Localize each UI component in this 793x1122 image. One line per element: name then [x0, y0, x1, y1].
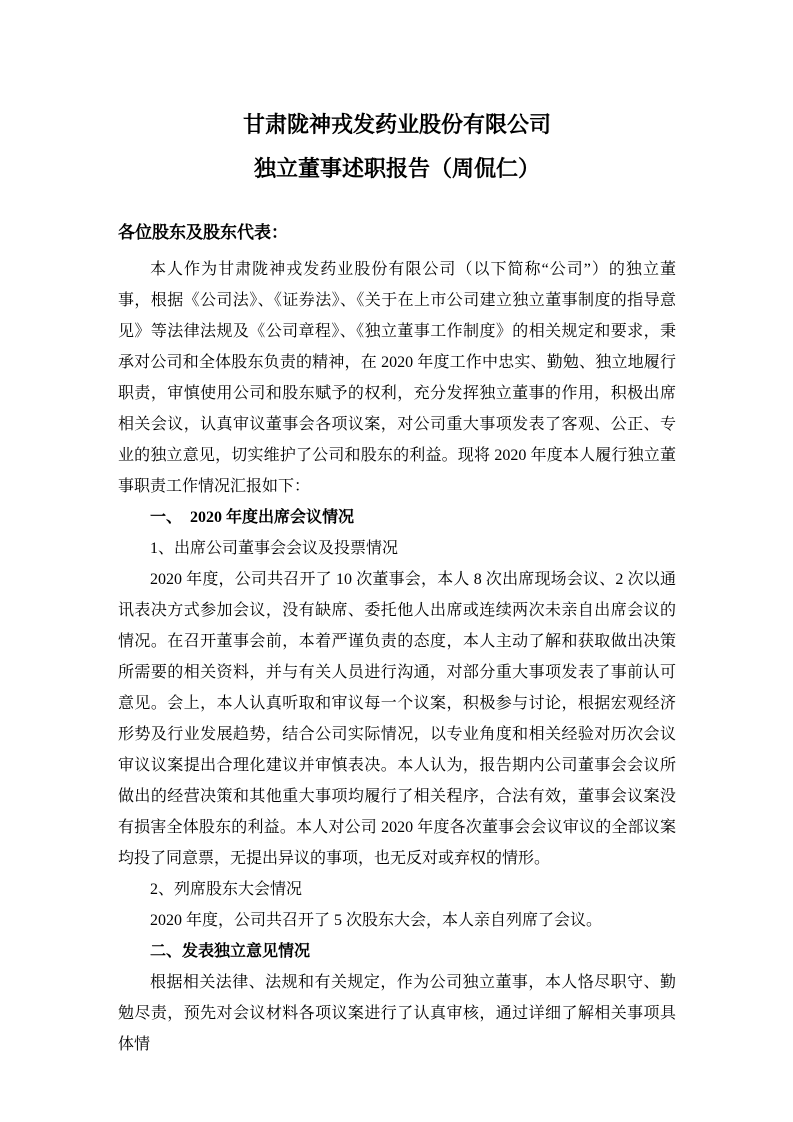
document-title: 甘肃陇神戎发药业股份有限公司 [242, 112, 551, 137]
paragraph-introduction: 本人作为甘肃陇神戎发药业股份有限公司（以下简称“公司”）的独立董事，根据《公司法》、《证券法》、《关于在上市公司建立独立董事制度的指导意见》等法律法规及《公司章程》、《独立董事工作制度》的相关规定和要求，秉承对公司和全体股东负责的精神，在 2020 年度工作中忠实、勤勉、独立地履行职责，审慎使用公司和股东赋予的权利，充分发挥独立董事的作用，积极出席相关会议，认真审议董事会各项议案，对公司重大事项发表了客观、公正、专业的独立意见，切实维护了公司和股东的利益。现将 2020 年度本人履行独立董事职责工作情况汇报如下： [118, 261, 676, 495]
salutation: 各位股东及股东代表： [118, 223, 288, 242]
paragraph-board-meeting-attendance: 2020 年度，公司共召开了 10 次董事会，本人 8 次出席现场会议、2 次以通讯表决方式参加会议，没有缺席、委托他人出席或连续两次未亲自出席会议的情况。在召开董事会前，本着严谨负责的态度，本人主动了解和获取做出决策所需要的相关资料，并与有关人员进行沟通，对部分重大事项发表了事前认可意见。会上，本人认真听取和审议每一个议案，积极参与讨论，根据宏观经济形势及行业发展趋势，结合公司实际情况，以专业角度和相关经验对历次会议审议议案提出合理化建议并审慎表决。本人认为，报告期内公司董事会会议所做出的经营决策和其他重大事项均履行了相关程序，合法有效，董事会议案没有损害全体股东的利益。本人对公司 2020 年度各次董事会会议审议的全部议案均投了同意票，无提出异议的事项，也无反对或弃权的情形。 [118, 571, 676, 867]
section-2-heading: 二、发表独立意见情况 [150, 943, 311, 960]
section-1-subheading-shareholder-meetings: 2、列席股东大会情况 [150, 881, 303, 898]
paragraph-shareholder-meeting-attendance: 2020 年度，公司共召开了 5 次股东大会，本人亲自列席了会议。 [150, 912, 603, 929]
section-1-subheading-board-meetings: 1、出席公司董事会会议及投票情况 [150, 540, 399, 557]
title-block [118, 103, 676, 191]
document-subtitle: 独立董事述职报告（周侃仁） [253, 156, 540, 181]
paragraph-independent-opinions: 根据相关法律、法规和有关规定，作为公司独立董事，本人恪尽职守、勤勉尽责，预先对会议材料各项议案进行了认真审核，通过详细了解相关事项具体情 [118, 974, 676, 1053]
section-1-heading: 一、 2020 年度出席会议情况 [150, 509, 355, 526]
